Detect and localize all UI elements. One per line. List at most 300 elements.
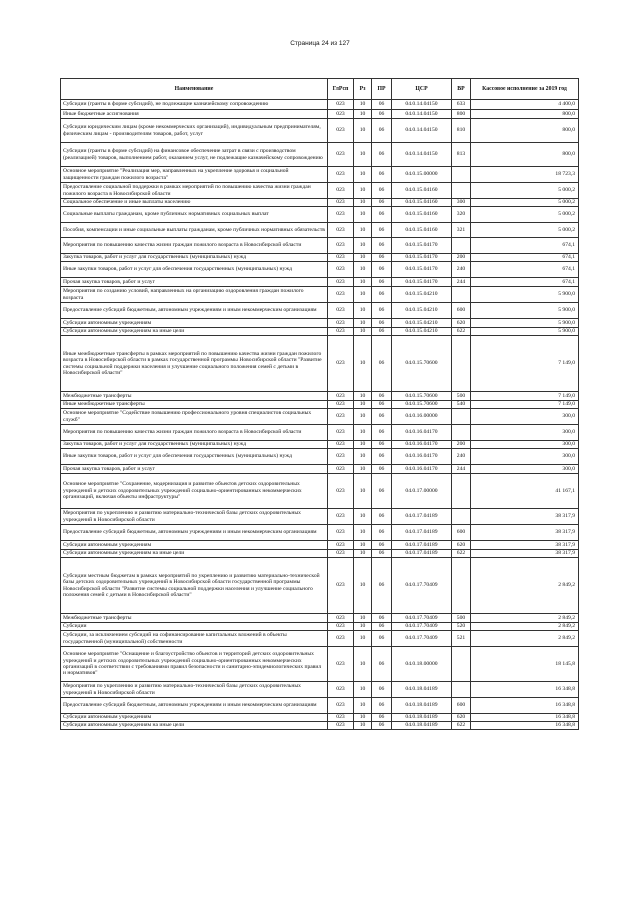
cell-amount: 674,1 [471,238,579,254]
cell-vr [452,474,471,509]
cell-rz: 10 [354,392,372,401]
cell-csr: 04.0.17.70409 [392,614,452,623]
cell-amount: 5 900,0 [471,319,579,328]
cell-name: Субсидии местным бюджетам в рамках мероприятий по укреплению и развитию материально-технической базы детских оздоровительных учреждений в Новосибирской области государственной программы Новосибирской области "Развитие системы социальной поддержки населения и улучшение социального положения семей с детьми в Новосибирской области" [61,558,328,614]
cell-vr: 540 [452,401,471,409]
cell-pr: 06 [372,441,392,449]
cell-amount: 38 317,9 [471,550,579,558]
cell-pr: 06 [372,207,392,223]
cell-amount: 7 149,0 [471,401,579,409]
cell-name: Мероприятия по созданию условий, направленных на организацию оздоровления граждан пожилого возраста [61,287,328,303]
cell-amount: 5 900,0 [471,328,579,336]
cell-pr: 06 [372,392,392,401]
cell-vr [452,509,471,525]
cell-grbs: 023 [328,100,354,110]
cell-name: Предоставление субсидий бюджетным, автономным учреждениям и иным некоммерческим организациям [61,698,328,714]
cell-csr: 04.0.16.00000 [392,409,452,425]
cell-csr: 04.0.15.04210 [392,328,452,336]
cell-name: Социальные выплаты гражданам, кроме публичных нормативных социальных выплат [61,207,328,223]
cell-grbs: 023 [328,525,354,541]
cell-grbs: 023 [328,392,354,401]
cell-csr: 04.0.15.04170 [392,262,452,278]
cell-csr: 04.0.15.00000 [392,167,452,183]
table-row [61,525,579,541]
cell-csr: 04.0.17.70409 [392,558,452,614]
cell-amount: 16 348,8 [471,682,579,698]
cell-pr: 06 [372,328,392,336]
cell-rz: 10 [354,631,372,647]
cell-csr: 04.0.16.04170 [392,465,452,474]
cell-csr: 04.0.18.04189 [392,722,452,730]
cell-name: Прочая закупка товаров, работ и услуг [61,278,328,287]
cell-pr: 06 [372,541,392,550]
cell-rz: 10 [354,100,372,110]
cell-amount: 674,1 [471,278,579,287]
cell-csr: 04.0.15.04210 [392,287,452,303]
cell-amount: 18 723,3 [471,167,579,183]
cell-name: Социальное обеспечение и иные выплаты населению [61,199,328,207]
cell-grbs: 023 [328,143,354,167]
cell-pr: 06 [372,550,392,558]
cell-rz: 10 [354,525,372,541]
table-row [61,319,579,328]
table-row [61,558,579,614]
cell-rz: 10 [354,550,372,558]
cell-vr: 800 [452,110,471,119]
cell-csr: 04.0.15.04160 [392,207,452,223]
cell-pr: 06 [372,100,392,110]
cell-pr: 06 [372,199,392,207]
cell-name: Мероприятия по повышению качества жизни граждан пожилого возраста в Новосибирской области [61,238,328,254]
cell-grbs: 023 [328,110,354,119]
cell-name: Закупка товаров, работ и услуг для государственных (муниципальных) нужд [61,254,328,262]
cell-csr: 04.0.14.04150 [392,143,452,167]
cell-rz: 10 [354,449,372,465]
table-row [61,474,579,509]
cell-pr: 06 [372,287,392,303]
cell-amount: 2 849,2 [471,614,579,623]
cell-name: Иные межбюджетные трансферты [61,401,328,409]
table-row [61,207,579,223]
cell-vr [452,287,471,303]
cell-rz: 10 [354,199,372,207]
cell-grbs: 023 [328,509,354,525]
cell-csr: 04.0.16.04170 [392,449,452,465]
cell-grbs: 023 [328,401,354,409]
column-header-vr: ВР [452,79,471,100]
table-row [61,183,579,199]
cell-csr: 04.0.15.04160 [392,223,452,238]
cell-grbs: 023 [328,167,354,183]
cell-vr: 600 [452,698,471,714]
cell-name: Основное мероприятие "Содействие повышению профессионального уровня специалистов социальных служб" [61,409,328,425]
cell-name: Прочая закупка товаров, работ и услуг [61,465,328,474]
cell-vr: 810 [452,119,471,143]
cell-vr [452,647,471,682]
cell-rz: 10 [354,238,372,254]
cell-csr: 04.0.18.04189 [392,698,452,714]
cell-rz: 10 [354,722,372,730]
cell-rz: 10 [354,223,372,238]
cell-vr: 622 [452,328,471,336]
cell-csr: 04.0.18.00000 [392,647,452,682]
cell-vr: 620 [452,319,471,328]
table-row [61,262,579,278]
table-row [61,100,579,110]
cell-name: Мероприятия по повышению качества жизни граждан пожилого возраста в Новосибирской области [61,425,328,441]
table-row [61,441,579,449]
cell-grbs: 023 [328,449,354,465]
table-row [61,119,579,143]
cell-pr: 06 [372,449,392,465]
cell-name: Предоставление субсидий бюджетным, автономным учреждениям и иным некоммерческим организациям [61,525,328,541]
table-row [61,631,579,647]
table-row [61,550,579,558]
cell-amount: 5 000,2 [471,223,579,238]
cell-csr: 04.0.15.70600 [392,336,452,392]
cell-rz: 10 [354,409,372,425]
table-row [61,143,579,167]
cell-csr: 04.0.14.04150 [392,110,452,119]
cell-grbs: 023 [328,441,354,449]
cell-name: Основное мероприятие "Оснащение и благоустройство объектов и территорий детских оздоровительных учреждений и детских оздоровительных учреждений социально-ориентированных некоммерческих организаций в соответствии с требованиями правил безопасности и санитарно-эпидемиологических правил и нормативов" [61,647,328,682]
cell-csr: 04.0.15.04170 [392,238,452,254]
cell-pr: 06 [372,465,392,474]
cell-name: Субсидии автономным учреждениям [61,714,328,722]
table-row [61,714,579,722]
cell-amount: 16 348,8 [471,722,579,730]
table-row [61,449,579,465]
cell-rz: 10 [354,465,372,474]
cell-amount: 41 167,1 [471,474,579,509]
cell-rz: 10 [354,254,372,262]
cell-vr: 240 [452,449,471,465]
cell-vr: 200 [452,254,471,262]
table-row [61,614,579,623]
table-row [61,722,579,730]
cell-csr: 04.0.17.04189 [392,541,452,550]
cell-grbs: 023 [328,199,354,207]
cell-vr [452,409,471,425]
cell-pr: 06 [372,223,392,238]
cell-grbs: 023 [328,722,354,730]
cell-grbs: 023 [328,238,354,254]
cell-vr: 620 [452,541,471,550]
cell-name: Субсидии автономным учреждениям на иные цели [61,328,328,336]
cell-pr: 06 [372,614,392,623]
table-row [61,401,579,409]
cell-pr: 06 [372,631,392,647]
cell-grbs: 023 [328,714,354,722]
cell-csr: 04.0.15.04170 [392,254,452,262]
cell-vr: 300 [452,199,471,207]
cell-amount: 5 900,0 [471,303,579,319]
cell-name: Мероприятия по укреплению и развитию материально-технической базы детских оздоровительных учреждений в Новосибирской области [61,682,328,698]
cell-name: Основное мероприятие "Реализация мер, направленных на укрепление здоровья и социальной защищенности граждан пожилого возраста" [61,167,328,183]
cell-rz: 10 [354,336,372,392]
cell-rz: 10 [354,183,372,199]
column-header-name: Наименование [61,79,328,100]
cell-amount: 300,0 [471,425,579,441]
cell-vr: 500 [452,392,471,401]
cell-grbs: 023 [328,336,354,392]
table-row [61,199,579,207]
cell-name: Межбюджетные трансферты [61,392,328,401]
cell-vr: 633 [452,100,471,110]
cell-grbs: 023 [328,558,354,614]
cell-amount: 800,0 [471,110,579,119]
cell-amount: 16 348,8 [471,698,579,714]
cell-grbs: 023 [328,319,354,328]
cell-grbs: 023 [328,287,354,303]
cell-csr: 04.0.14.04150 [392,119,452,143]
cell-rz: 10 [354,541,372,550]
cell-vr: 622 [452,722,471,730]
table-header-row [61,79,579,100]
cell-name: Субсидии юридическим лицам (кроме некоммерческих организаций), индивидуальным предпринимателям, физическим лицам - производителям товаров, работ, услуг [61,119,328,143]
table-row [61,303,579,319]
cell-name: Основное мероприятие "Сохранение, модернизация и развитие объектов детских оздоровительных учреждений и детских оздоровительных учреждений социально-ориентированных некоммерческих организаций, включая объекты инфраструктуры" [61,474,328,509]
cell-amount: 5 000,2 [471,199,579,207]
cell-pr: 06 [372,143,392,167]
table-row [61,392,579,401]
cell-pr: 06 [372,183,392,199]
cell-name: Пособия, компенсации и иные социальные выплаты гражданам, кроме публичных нормативных обязательств [61,223,328,238]
cell-vr: 240 [452,262,471,278]
cell-rz: 10 [354,319,372,328]
cell-grbs: 023 [328,183,354,199]
table-row [61,336,579,392]
cell-rz: 10 [354,278,372,287]
cell-csr: 04.0.15.04160 [392,199,452,207]
cell-name: Субсидии автономным учреждениям [61,541,328,550]
cell-rz: 10 [354,623,372,631]
cell-name: Иные закупки товаров, работ и услуг для обеспечения государственных (муниципальных) нужд [61,262,328,278]
cell-pr: 06 [372,623,392,631]
cell-rz: 10 [354,474,372,509]
cell-rz: 10 [354,614,372,623]
cell-pr: 06 [372,303,392,319]
table-row [61,110,579,119]
cell-vr [452,558,471,614]
cell-vr: 600 [452,525,471,541]
table-row [61,287,579,303]
cell-pr: 06 [372,110,392,119]
cell-csr: 04.0.15.70600 [392,392,452,401]
cell-rz: 10 [354,119,372,143]
cell-vr: 500 [452,614,471,623]
cell-name: Предоставление субсидий бюджетным, автономным учреждениям и иным некоммерческим организациям [61,303,328,319]
cell-pr: 06 [372,722,392,730]
cell-csr: 04.0.15.04210 [392,319,452,328]
cell-vr: 521 [452,631,471,647]
cell-csr: 04.0.17.04189 [392,509,452,525]
cell-csr: 04.0.18.04189 [392,682,452,698]
cell-amount: 7 149,0 [471,336,579,392]
cell-name: Иные закупки товаров, работ и услуг для обеспечения государственных (муниципальных) нужд [61,449,328,465]
cell-grbs: 023 [328,254,354,262]
cell-grbs: 023 [328,262,354,278]
cell-amount: 2 849,2 [471,558,579,614]
column-header-amount: Кассовое исполнение за 2019 год [471,79,579,100]
cell-pr: 06 [372,254,392,262]
column-header-pr: ПР [372,79,392,100]
cell-vr: 620 [452,714,471,722]
cell-amount: 16 348,8 [471,714,579,722]
cell-amount: 300,0 [471,449,579,465]
cell-csr: 04.0.15.04170 [392,278,452,287]
cell-pr: 06 [372,278,392,287]
cell-name: Иные бюджетные ассигнования [61,110,328,119]
cell-vr: 321 [452,223,471,238]
cell-vr: 600 [452,303,471,319]
cell-amount: 300,0 [471,441,579,449]
cell-amount: 5 000,2 [471,207,579,223]
cell-rz: 10 [354,167,372,183]
cell-vr: 622 [452,550,471,558]
cell-name: Субсидии (гранты в форме субсидий), не подлежащие казначейскому сопровождению [61,100,328,110]
cell-grbs: 023 [328,682,354,698]
page-number-header: Страница 24 из 127 [290,40,350,47]
cell-name: Предоставление социальной поддержки в рамках мероприятий по повышению качества жизни граждан пожилого возраста в Новосибирской области [61,183,328,199]
cell-grbs: 023 [328,328,354,336]
table-row [61,278,579,287]
cell-grbs: 023 [328,698,354,714]
cell-vr: 200 [452,441,471,449]
cell-csr: 04.0.15.04160 [392,183,452,199]
cell-rz: 10 [354,425,372,441]
cell-vr: 320 [452,207,471,223]
cell-pr: 06 [372,409,392,425]
cell-name: Субсидии [61,623,328,631]
cell-vr [452,183,471,199]
cell-amount: 674,1 [471,262,579,278]
cell-amount: 7 149,0 [471,392,579,401]
cell-pr: 06 [372,474,392,509]
table-row [61,328,579,336]
cell-amount: 38 317,9 [471,509,579,525]
cell-csr: 04.0.17.04189 [392,550,452,558]
cell-name: Иные межбюджетные трансферты в рамках мероприятий по повышению качества жизни граждан пожилого возраста в Новосибирской области в рамках государственной программы Новосибирской области "Развитие системы социальной поддержки населения и улучшение социального положения семей с детьми в Новосибирской области" [61,336,328,392]
cell-grbs: 023 [328,623,354,631]
cell-pr: 06 [372,119,392,143]
cell-rz: 10 [354,714,372,722]
cell-csr: 04.0.18.04189 [392,714,452,722]
cell-vr: 520 [452,623,471,631]
cell-pr: 06 [372,525,392,541]
table-row [61,541,579,550]
cell-pr: 06 [372,238,392,254]
cell-rz: 10 [354,558,372,614]
table-body [61,100,579,730]
cell-name: Субсидии (гранты в форме субсидий) на финансовое обеспечение затрат в связи с производством (реализацией) товаров, выполнением работ, оказанием услуг, не подлежащие казначейскому сопровождению [61,143,328,167]
cell-rz: 10 [354,698,372,714]
cell-pr: 06 [372,509,392,525]
cell-grbs: 023 [328,550,354,558]
table-row [61,425,579,441]
cell-amount: 2 849,2 [471,623,579,631]
cell-grbs: 023 [328,303,354,319]
cell-pr: 06 [372,319,392,328]
cell-pr: 06 [372,698,392,714]
cell-amount: 300,0 [471,465,579,474]
cell-csr: 04.0.15.70600 [392,401,452,409]
cell-amount: 674,1 [471,254,579,262]
table-row [61,509,579,525]
cell-pr: 06 [372,167,392,183]
cell-amount: 800,0 [471,143,579,167]
cell-csr: 04.0.14.04150 [392,100,452,110]
cell-rz: 10 [354,207,372,223]
cell-vr [452,238,471,254]
cell-csr: 04.0.15.04210 [392,303,452,319]
cell-pr: 06 [372,647,392,682]
cell-name: Субсидии, за исключением субсидий на софинансирование капитальных вложений в объекты государственной (муниципальной) собственности [61,631,328,647]
cell-csr: 04.0.16.04170 [392,441,452,449]
cell-vr [452,425,471,441]
cell-name: Межбюджетные трансферты [61,614,328,623]
column-header-rz: Рз [354,79,372,100]
cell-amount: 5 000,2 [471,183,579,199]
cell-grbs: 023 [328,614,354,623]
cell-grbs: 023 [328,647,354,682]
cell-csr: 04.0.17.00000 [392,474,452,509]
cell-grbs: 023 [328,631,354,647]
cell-pr: 06 [372,401,392,409]
cell-amount: 300,0 [471,409,579,425]
cell-name: Субсидии автономным учреждениям на иные цели [61,722,328,730]
cell-pr: 06 [372,714,392,722]
cell-vr: 244 [452,278,471,287]
table-row [61,698,579,714]
table-row [61,465,579,474]
cell-grbs: 023 [328,474,354,509]
cell-csr: 04.0.17.70409 [392,623,452,631]
cell-rz: 10 [354,647,372,682]
cell-pr: 06 [372,262,392,278]
cell-pr: 06 [372,336,392,392]
cell-vr: 813 [452,143,471,167]
cell-amount: 5 900,0 [471,287,579,303]
table-row [61,682,579,698]
cell-rz: 10 [354,441,372,449]
cell-rz: 10 [354,287,372,303]
cell-pr: 06 [372,425,392,441]
cell-grbs: 023 [328,409,354,425]
cell-rz: 10 [354,328,372,336]
cell-csr: 04.0.17.70409 [392,631,452,647]
cell-amount: 38 317,9 [471,541,579,550]
cell-grbs: 023 [328,541,354,550]
cell-rz: 10 [354,509,372,525]
cell-rz: 10 [354,401,372,409]
cell-name: Мероприятия по укреплению и развитию материально-технической базы детских оздоровительных учреждений в Новосибирской области [61,509,328,525]
table-row [61,623,579,631]
table-row [61,223,579,238]
cell-vr [452,167,471,183]
cell-vr [452,336,471,392]
cell-grbs: 023 [328,119,354,143]
cell-amount: 2 849,2 [471,631,579,647]
table-row [61,647,579,682]
table-row [61,254,579,262]
cell-vr [452,682,471,698]
cell-rz: 10 [354,110,372,119]
cell-grbs: 023 [328,207,354,223]
cell-amount: 800,0 [471,119,579,143]
cell-grbs: 023 [328,223,354,238]
cell-name: Закупка товаров, работ и услуг для государственных (муниципальных) нужд [61,441,328,449]
